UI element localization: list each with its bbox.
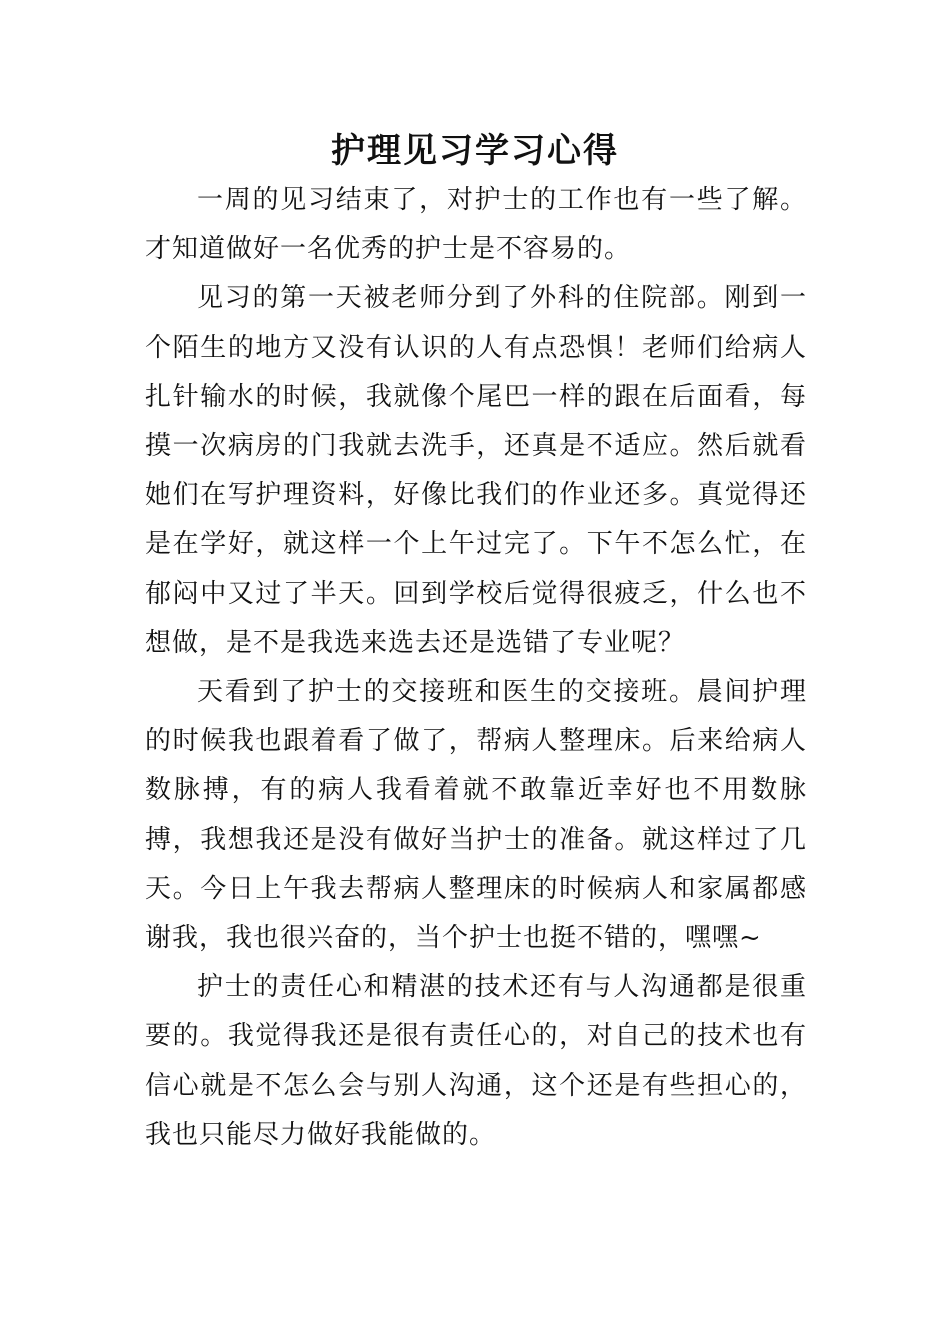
paragraph-3: 天看到了护士的交接班和医生的交接班。晨间护理的时候我也跟着看了做了，帮病人整理床。后来给病人数脉搏，有的病人我看着就不敢靠近幸好也不用数脉搏，我想我还是没有做好当护士的准备。就这样过了几天。今日上午我去帮病人整理床的时候病人和家属都感谢我，我也很兴奋的，当个护士也挺不错的，嘿嘿~	[145, 677, 807, 954]
paragraph-4: 护士的责任心和精湛的技术还有与人沟通都是很重要的。我觉得我还是很有责任心的，对自己的技术也有信心就是不怎么会与别人沟通，这个还是有些担心的，我也只能尽力做好我能做的。	[145, 972, 807, 1150]
document-title: 护理见习学习心得	[331, 131, 619, 171]
document-body	[145, 176, 807, 1160]
paragraph-2: 见习的第一天被老师分到了外科的住院部。刚到一个陌生的地方又没有认识的人有点恐惧！老师们给病人扎针输水的时候，我就像个尾巴一样的跟在后面看，每摸一次病房的门我就去洗手，还真是不适应。然后就看她们在写护理资料，好像比我们的作业还多。真觉得还是在学好，就这样一个上午过完了。下午不怎么忙，在郁闷中又过了半天。回到学校后觉得很疲乏，什么也不想做，是不是我选来选去还是选错了专业呢？	[145, 283, 807, 658]
paragraph-1: 一周的见习结束了，对护士的工作也有一些了解。才知道做好一名优秀的护士是不容易的。	[145, 185, 807, 265]
